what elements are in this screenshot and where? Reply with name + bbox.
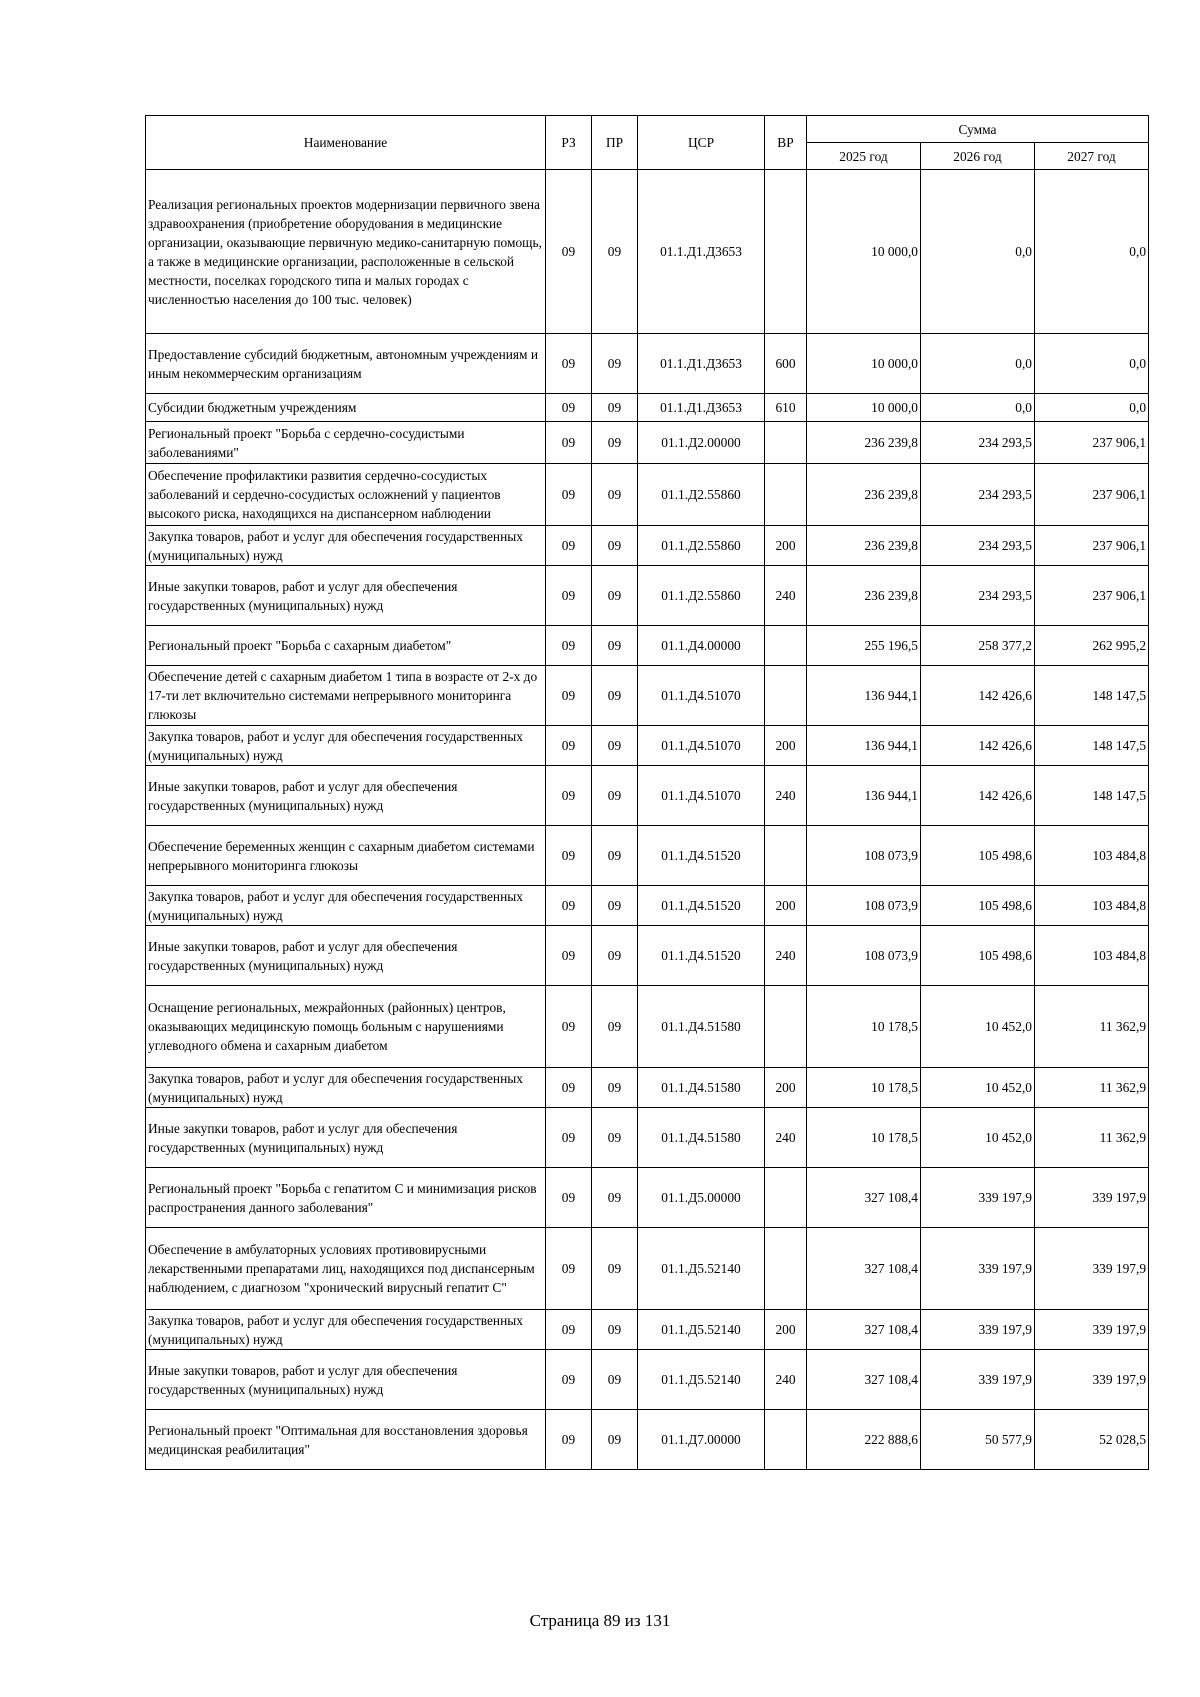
row-csr: 01.1.Д1.Д3653 bbox=[638, 394, 765, 422]
row-pr: 09 bbox=[592, 394, 638, 422]
row-pr: 09 bbox=[592, 422, 638, 464]
row-csr: 01.1.Д5.00000 bbox=[638, 1168, 765, 1228]
header-year-2025: 2025 год bbox=[807, 143, 921, 170]
row-amount-2027: 237 906,1 bbox=[1035, 526, 1149, 566]
table-row bbox=[146, 766, 1149, 826]
row-vr: 200 bbox=[765, 726, 807, 766]
row-rz: 09 bbox=[546, 1410, 592, 1470]
row-pr: 09 bbox=[592, 926, 638, 986]
table-body bbox=[146, 170, 1149, 1470]
header-csr: ЦСР bbox=[638, 116, 765, 170]
table-row bbox=[146, 666, 1149, 726]
table-row bbox=[146, 394, 1149, 422]
row-rz: 09 bbox=[546, 526, 592, 566]
row-vr bbox=[765, 1168, 807, 1228]
row-amount-2025: 236 239,8 bbox=[807, 422, 921, 464]
row-csr: 01.1.Д4.00000 bbox=[638, 626, 765, 666]
row-name: Закупка товаров, работ и услуг для обеспечения государственных (муниципальных) нужд bbox=[146, 886, 546, 926]
row-amount-2027: 103 484,8 bbox=[1035, 826, 1149, 886]
row-amount-2025: 136 944,1 bbox=[807, 666, 921, 726]
row-amount-2026: 10 452,0 bbox=[921, 986, 1035, 1068]
row-vr: 240 bbox=[765, 766, 807, 826]
row-name: Обеспечение детей с сахарным диабетом 1 типа в возрасте от 2-х до 17-ти лет включительно системами непрерывного мониторинга глюкозы bbox=[146, 666, 546, 726]
row-csr: 01.1.Д5.52140 bbox=[638, 1228, 765, 1310]
row-pr: 09 bbox=[592, 1350, 638, 1410]
header-rz: РЗ bbox=[546, 116, 592, 170]
row-amount-2026: 234 293,5 bbox=[921, 422, 1035, 464]
row-rz: 09 bbox=[546, 1350, 592, 1410]
row-amount-2025: 236 239,8 bbox=[807, 566, 921, 626]
row-amount-2025: 10 000,0 bbox=[807, 170, 921, 334]
row-amount-2026: 339 197,9 bbox=[921, 1168, 1035, 1228]
table-row bbox=[146, 566, 1149, 626]
row-amount-2027: 237 906,1 bbox=[1035, 566, 1149, 626]
row-amount-2025: 108 073,9 bbox=[807, 886, 921, 926]
row-name: Иные закупки товаров, работ и услуг для обеспечения государственных (муниципальных) нужд bbox=[146, 1108, 546, 1168]
row-vr: 600 bbox=[765, 334, 807, 394]
row-rz: 09 bbox=[546, 626, 592, 666]
row-rz: 09 bbox=[546, 464, 592, 526]
row-name: Иные закупки товаров, работ и услуг для обеспечения государственных (муниципальных) нужд bbox=[146, 766, 546, 826]
row-csr: 01.1.Д1.Д3653 bbox=[638, 334, 765, 394]
row-pr: 09 bbox=[592, 666, 638, 726]
row-name: Региональный проект "Оптимальная для восстановления здоровья медицинская реабилитация" bbox=[146, 1410, 546, 1470]
row-csr: 01.1.Д4.51070 bbox=[638, 726, 765, 766]
row-amount-2026: 10 452,0 bbox=[921, 1108, 1035, 1168]
table-row bbox=[146, 170, 1149, 334]
row-amount-2025: 327 108,4 bbox=[807, 1310, 921, 1350]
row-amount-2025: 255 196,5 bbox=[807, 626, 921, 666]
row-csr: 01.1.Д5.52140 bbox=[638, 1310, 765, 1350]
row-vr bbox=[765, 1228, 807, 1310]
row-name: Обеспечение беременных женщин с сахарным диабетом системами непрерывного мониторинга глюкозы bbox=[146, 826, 546, 886]
header-pr: ПР bbox=[592, 116, 638, 170]
row-amount-2027: 52 028,5 bbox=[1035, 1410, 1149, 1470]
row-vr bbox=[765, 986, 807, 1068]
page-number: Страница 89 из 131 bbox=[529, 1611, 671, 1630]
row-pr: 09 bbox=[592, 1108, 638, 1168]
row-vr: 200 bbox=[765, 526, 807, 566]
row-pr: 09 bbox=[592, 986, 638, 1068]
row-vr: 200 bbox=[765, 1310, 807, 1350]
row-pr: 09 bbox=[592, 170, 638, 334]
table-row bbox=[146, 1068, 1149, 1108]
row-amount-2026: 234 293,5 bbox=[921, 566, 1035, 626]
row-vr bbox=[765, 170, 807, 334]
row-csr: 01.1.Д7.00000 bbox=[638, 1410, 765, 1470]
row-rz: 09 bbox=[546, 1068, 592, 1108]
row-amount-2027: 103 484,8 bbox=[1035, 926, 1149, 986]
row-amount-2027: 339 197,9 bbox=[1035, 1228, 1149, 1310]
header-name: Наименование bbox=[146, 116, 546, 170]
header-vr: ВР bbox=[765, 116, 807, 170]
row-csr: 01.1.Д5.52140 bbox=[638, 1350, 765, 1410]
row-rz: 09 bbox=[546, 422, 592, 464]
row-rz: 09 bbox=[546, 986, 592, 1068]
row-pr: 09 bbox=[592, 1410, 638, 1470]
row-pr: 09 bbox=[592, 526, 638, 566]
row-amount-2026: 339 197,9 bbox=[921, 1310, 1035, 1350]
table-header bbox=[146, 116, 1149, 170]
row-name: Закупка товаров, работ и услуг для обеспечения государственных (муниципальных) нужд bbox=[146, 726, 546, 766]
table-row bbox=[146, 1108, 1149, 1168]
row-csr: 01.1.Д2.00000 bbox=[638, 422, 765, 464]
row-amount-2025: 10 000,0 bbox=[807, 394, 921, 422]
row-name: Обеспечение профилактики развития сердечно-сосудистых заболеваний и сердечно-сосудистых осложнений у пациентов высокого риска, находящихся на диспансерном наблюдении bbox=[146, 464, 546, 526]
row-rz: 09 bbox=[546, 566, 592, 626]
table-row bbox=[146, 986, 1149, 1068]
row-amount-2026: 339 197,9 bbox=[921, 1228, 1035, 1310]
row-vr bbox=[765, 1410, 807, 1470]
row-vr: 240 bbox=[765, 1350, 807, 1410]
row-rz: 09 bbox=[546, 766, 592, 826]
row-pr: 09 bbox=[592, 886, 638, 926]
table-row bbox=[146, 422, 1149, 464]
table-row bbox=[146, 1168, 1149, 1228]
row-name: Иные закупки товаров, работ и услуг для обеспечения государственных (муниципальных) нужд bbox=[146, 926, 546, 986]
row-amount-2026: 234 293,5 bbox=[921, 464, 1035, 526]
row-amount-2027: 339 197,9 bbox=[1035, 1350, 1149, 1410]
row-amount-2027: 262 995,2 bbox=[1035, 626, 1149, 666]
table-row bbox=[146, 726, 1149, 766]
row-amount-2025: 136 944,1 bbox=[807, 766, 921, 826]
row-pr: 09 bbox=[592, 566, 638, 626]
header-year-2027: 2027 год bbox=[1035, 143, 1149, 170]
table-row bbox=[146, 1228, 1149, 1310]
row-name: Предоставление субсидий бюджетным, автономным учреждениям и иным некоммерческим организациям bbox=[146, 334, 546, 394]
row-amount-2026: 142 426,6 bbox=[921, 726, 1035, 766]
row-name: Иные закупки товаров, работ и услуг для обеспечения государственных (муниципальных) нужд bbox=[146, 566, 546, 626]
row-amount-2026: 0,0 bbox=[921, 334, 1035, 394]
row-csr: 01.1.Д2.55860 bbox=[638, 566, 765, 626]
table-row bbox=[146, 626, 1149, 666]
row-csr: 01.1.Д4.51070 bbox=[638, 766, 765, 826]
table-row bbox=[146, 926, 1149, 986]
row-amount-2027: 0,0 bbox=[1035, 394, 1149, 422]
row-vr: 240 bbox=[765, 926, 807, 986]
row-pr: 09 bbox=[592, 766, 638, 826]
row-amount-2027: 148 147,5 bbox=[1035, 726, 1149, 766]
row-pr: 09 bbox=[592, 626, 638, 666]
row-vr bbox=[765, 626, 807, 666]
row-amount-2027: 148 147,5 bbox=[1035, 666, 1149, 726]
row-rz: 09 bbox=[546, 886, 592, 926]
row-pr: 09 bbox=[592, 464, 638, 526]
row-amount-2025: 10 178,5 bbox=[807, 986, 921, 1068]
row-amount-2027: 339 197,9 bbox=[1035, 1168, 1149, 1228]
table-row bbox=[146, 526, 1149, 566]
row-name: Реализация региональных проектов модернизации первичного звена здравоохранения (приобретение оборудования в медицинские организации, оказывающие первичную медико-санитарную помощь, а также в медицинские организации, расположенные в сельской местности, поселках городского типа и малых городах с численностью населения до 100 тыс. человек) bbox=[146, 170, 546, 334]
row-amount-2026: 234 293,5 bbox=[921, 526, 1035, 566]
table-row bbox=[146, 464, 1149, 526]
row-amount-2027: 103 484,8 bbox=[1035, 886, 1149, 926]
row-amount-2027: 11 362,9 bbox=[1035, 986, 1149, 1068]
row-amount-2026: 0,0 bbox=[921, 170, 1035, 334]
row-rz: 09 bbox=[546, 1310, 592, 1350]
row-amount-2026: 0,0 bbox=[921, 394, 1035, 422]
row-csr: 01.1.Д2.55860 bbox=[638, 464, 765, 526]
row-rz: 09 bbox=[546, 170, 592, 334]
row-name: Иные закупки товаров, работ и услуг для обеспечения государственных (муниципальных) нужд bbox=[146, 1350, 546, 1410]
budget-table bbox=[145, 115, 1149, 1470]
row-amount-2027: 237 906,1 bbox=[1035, 464, 1149, 526]
row-csr: 01.1.Д4.51520 bbox=[638, 926, 765, 986]
table-row bbox=[146, 1350, 1149, 1410]
row-amount-2026: 10 452,0 bbox=[921, 1068, 1035, 1108]
row-vr: 610 bbox=[765, 394, 807, 422]
row-pr: 09 bbox=[592, 1168, 638, 1228]
row-pr: 09 bbox=[592, 1228, 638, 1310]
row-pr: 09 bbox=[592, 826, 638, 886]
row-amount-2027: 11 362,9 bbox=[1035, 1108, 1149, 1168]
row-amount-2025: 236 239,8 bbox=[807, 526, 921, 566]
row-rz: 09 bbox=[546, 1168, 592, 1228]
row-amount-2026: 339 197,9 bbox=[921, 1350, 1035, 1410]
row-amount-2026: 105 498,6 bbox=[921, 886, 1035, 926]
row-name: Региональный проект "Борьба с сахарным диабетом" bbox=[146, 626, 546, 666]
header-sum: Сумма bbox=[807, 116, 1149, 143]
row-amount-2025: 236 239,8 bbox=[807, 464, 921, 526]
row-pr: 09 bbox=[592, 1310, 638, 1350]
row-amount-2027: 237 906,1 bbox=[1035, 422, 1149, 464]
row-vr bbox=[765, 422, 807, 464]
row-amount-2027: 148 147,5 bbox=[1035, 766, 1149, 826]
row-vr: 240 bbox=[765, 1108, 807, 1168]
row-name: Закупка товаров, работ и услуг для обеспечения государственных (муниципальных) нужд bbox=[146, 526, 546, 566]
table-row bbox=[146, 1310, 1149, 1350]
row-amount-2025: 327 108,4 bbox=[807, 1228, 921, 1310]
row-vr: 240 bbox=[765, 566, 807, 626]
row-pr: 09 bbox=[592, 334, 638, 394]
row-rz: 09 bbox=[546, 1108, 592, 1168]
row-amount-2026: 142 426,6 bbox=[921, 666, 1035, 726]
row-rz: 09 bbox=[546, 394, 592, 422]
row-amount-2025: 10 178,5 bbox=[807, 1108, 921, 1168]
row-csr: 01.1.Д4.51520 bbox=[638, 886, 765, 926]
row-vr: 200 bbox=[765, 1068, 807, 1108]
row-csr: 01.1.Д4.51520 bbox=[638, 826, 765, 886]
row-amount-2027: 339 197,9 bbox=[1035, 1310, 1149, 1350]
row-name: Субсидии бюджетным учреждениям bbox=[146, 394, 546, 422]
row-vr: 200 bbox=[765, 886, 807, 926]
row-csr: 01.1.Д4.51580 bbox=[638, 1068, 765, 1108]
row-csr: 01.1.Д4.51580 bbox=[638, 1108, 765, 1168]
row-rz: 09 bbox=[546, 334, 592, 394]
row-amount-2025: 10 178,5 bbox=[807, 1068, 921, 1108]
row-rz: 09 bbox=[546, 666, 592, 726]
row-amount-2026: 105 498,6 bbox=[921, 926, 1035, 986]
row-rz: 09 bbox=[546, 726, 592, 766]
row-amount-2025: 327 108,4 bbox=[807, 1350, 921, 1410]
row-name: Региональный проект "Борьба с гепатитом С и минимизация рисков распространения данного заболевания" bbox=[146, 1168, 546, 1228]
row-amount-2026: 50 577,9 bbox=[921, 1410, 1035, 1470]
row-amount-2025: 108 073,9 bbox=[807, 826, 921, 886]
table-row bbox=[146, 334, 1149, 394]
row-amount-2025: 327 108,4 bbox=[807, 1168, 921, 1228]
row-csr: 01.1.Д4.51580 bbox=[638, 986, 765, 1068]
row-csr: 01.1.Д2.55860 bbox=[638, 526, 765, 566]
row-vr bbox=[765, 464, 807, 526]
row-csr: 01.1.Д1.Д3653 bbox=[638, 170, 765, 334]
row-vr bbox=[765, 826, 807, 886]
row-rz: 09 bbox=[546, 1228, 592, 1310]
row-csr: 01.1.Д4.51070 bbox=[638, 666, 765, 726]
row-amount-2026: 105 498,6 bbox=[921, 826, 1035, 886]
row-amount-2025: 10 000,0 bbox=[807, 334, 921, 394]
row-name: Закупка товаров, работ и услуг для обеспечения государственных (муниципальных) нужд bbox=[146, 1310, 546, 1350]
row-rz: 09 bbox=[546, 826, 592, 886]
table-row bbox=[146, 1410, 1149, 1470]
row-name: Закупка товаров, работ и услуг для обеспечения государственных (муниципальных) нужд bbox=[146, 1068, 546, 1108]
row-rz: 09 bbox=[546, 926, 592, 986]
table-row bbox=[146, 826, 1149, 886]
header-year-2026: 2026 год bbox=[921, 143, 1035, 170]
row-pr: 09 bbox=[592, 726, 638, 766]
row-name: Региональный проект "Борьба с сердечно-сосудистыми заболеваниями" bbox=[146, 422, 546, 464]
table-row bbox=[146, 886, 1149, 926]
row-amount-2027: 11 362,9 bbox=[1035, 1068, 1149, 1108]
row-amount-2025: 222 888,6 bbox=[807, 1410, 921, 1470]
row-amount-2027: 0,0 bbox=[1035, 170, 1149, 334]
row-amount-2025: 108 073,9 bbox=[807, 926, 921, 986]
row-amount-2025: 136 944,1 bbox=[807, 726, 921, 766]
row-vr bbox=[765, 666, 807, 726]
row-amount-2026: 142 426,6 bbox=[921, 766, 1035, 826]
row-name: Оснащение региональных, межрайонных (районных) центров, оказывающих медицинскую помощь больным с нарушениями углеводного обмена и сахарным диабетом bbox=[146, 986, 546, 1068]
row-amount-2027: 0,0 bbox=[1035, 334, 1149, 394]
row-amount-2026: 258 377,2 bbox=[921, 626, 1035, 666]
row-pr: 09 bbox=[592, 1068, 638, 1108]
row-name: Обеспечение в амбулаторных условиях противовирусными лекарственными препаратами лиц, находящихся под диспансерным наблюдением, с диагнозом "хронический вирусный гепатит С" bbox=[146, 1228, 546, 1310]
